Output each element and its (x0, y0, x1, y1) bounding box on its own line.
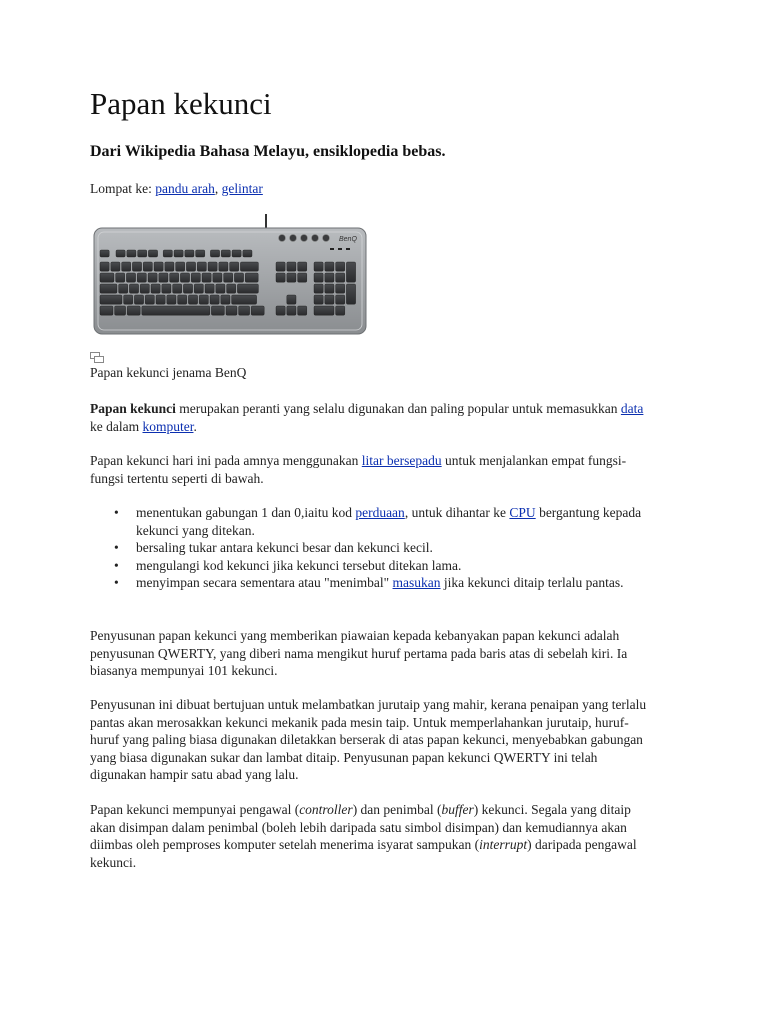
keyboard-key (346, 262, 355, 282)
term-italic: controller (299, 802, 353, 817)
keyboard-key (100, 273, 114, 282)
keyboard-key (205, 284, 214, 293)
keyboard-key (196, 250, 205, 257)
bullet: • (114, 540, 119, 555)
keyboard-key (183, 284, 192, 293)
layout-purpose-paragraph: Penyusunan ini dibuat bertujuan untuk melambatkan jurutaip yang mahir, kerana penaipan yang terlalu pantas akan merosakkan kekunci mekanik pada mesin taip. Untuk memperlahankan jurutaip, huruf-huruf yang paling biasa digunakan diletakkan berserak di atas papan kekunci, menyebabkan gabungan yang biasa digunakan sukar dan lambat ditaip. Penyusunan papan kekunci QWERTY ini telah digunakan hampir satu abad yang lalu. (90, 697, 647, 782)
keyboard-key (325, 284, 334, 293)
keyboard-key (232, 250, 241, 257)
keyboard-key (156, 295, 165, 304)
link-cpu[interactable]: CPU (509, 505, 536, 520)
keyboard-key (314, 273, 323, 282)
keyboard-key (127, 250, 136, 257)
keyboard-key (287, 306, 296, 315)
jump-separator: , (214, 181, 222, 196)
keyboard-key (325, 273, 334, 282)
list-item (90, 539, 660, 557)
keyboard-key (298, 306, 307, 315)
jump-link-search[interactable]: gelintar (221, 181, 263, 196)
keyboard-key (127, 306, 140, 315)
keyboard-key (287, 295, 296, 304)
keyboard-key (199, 295, 208, 304)
text-span: bersaling tukar antara kekunci besar dan kekunci kecil. (136, 540, 433, 555)
keyboard-key (314, 295, 323, 304)
page-title: Papan kekunci (90, 86, 272, 121)
keyboard-key (186, 262, 195, 271)
keyboard-key (276, 262, 285, 271)
keyboard-key (314, 284, 323, 293)
jump-prefix: Lompat ke: (90, 181, 156, 196)
keyboard-key (173, 284, 182, 293)
keyboard-key (126, 273, 135, 282)
keyboard-key (122, 262, 131, 271)
text-span: untuk menjalankan empat fungsi-fungsi tertentu seperti di bawah. (90, 453, 627, 486)
keyboard-key (314, 306, 334, 315)
keyboard-key (178, 295, 187, 304)
keyboard-key (100, 295, 122, 304)
keyboard-illustration (92, 214, 368, 336)
keyboard-key (210, 295, 219, 304)
keyboard-key (234, 273, 243, 282)
keyboard-key (140, 284, 149, 293)
list-item (90, 557, 660, 575)
text-span: , untuk dihantar ke (404, 505, 510, 520)
list-item (90, 504, 660, 539)
link-masukan[interactable]: masukan (392, 575, 441, 590)
term-italic: interrupt (479, 837, 528, 852)
keyboard-key (245, 273, 258, 282)
keyboard-key (111, 262, 120, 271)
keyboard-key (219, 262, 228, 271)
keyboard-key (224, 273, 233, 282)
text-span: mengulangi kod kekunci jika kekunci tersebut ditekan lama. (136, 557, 462, 573)
keyboard-key (346, 284, 355, 304)
keyboard-key (287, 262, 296, 271)
keyboard-key (124, 295, 133, 304)
keyboard-key (165, 262, 174, 271)
keyboard-key (138, 250, 147, 257)
keyboard-key (213, 273, 222, 282)
functions-list (90, 504, 660, 592)
keyboard-key (100, 250, 109, 257)
keyboard-key (116, 250, 125, 257)
keyboard-key (287, 273, 296, 282)
keyboard-key (276, 306, 285, 315)
keyboard-key (325, 262, 334, 271)
keyboard-key (325, 295, 334, 304)
keyboard-key (336, 262, 345, 271)
text-span: ) kekunci. Segala yang ditaip akan disimpan dalam penimbal (boleh lebih daripada satu simbol disimpan) dan kemudiannya akan diimbas oleh pemproses komputer setelah menerima isyarat sampukan ( (90, 802, 631, 852)
text-span: bergantung kepada kekunci yang ditekan. (136, 505, 642, 538)
jump-link-navigation[interactable]: pandu arah (155, 181, 215, 196)
keyboard-key (336, 306, 345, 315)
text-span: menyimpan secara sementara atau "menimbal" (136, 575, 393, 590)
term-bold: Papan kekunci (90, 401, 176, 416)
keyboard-key (180, 273, 189, 282)
keyboard-key (232, 295, 257, 304)
keyboard-key (243, 250, 252, 257)
keyboard-key (239, 306, 250, 315)
bullet: • (114, 575, 119, 590)
keyboard-key (142, 306, 210, 315)
keyboard-key (100, 262, 109, 271)
keyboard-key (251, 306, 264, 315)
keyboard-key (197, 262, 206, 271)
keyboard-key (227, 284, 236, 293)
keyboard-key (137, 273, 146, 282)
keyboard-key (221, 250, 230, 257)
keyboard-key (151, 284, 160, 293)
keyboard-key (336, 284, 345, 293)
keyboard-key (143, 262, 152, 271)
image-caption: Papan kekunci jenama BenQ (90, 365, 247, 380)
keyboard-key (230, 262, 239, 271)
keyboard-key (174, 250, 183, 257)
text-span: ) dan penimbal ( (352, 802, 442, 817)
keyboard-key (100, 284, 117, 293)
term-italic: buffer (441, 802, 474, 817)
keyboard-key (119, 284, 128, 293)
keyboard-key (191, 273, 200, 282)
keyboard-key (240, 262, 258, 271)
keyboard-key (116, 273, 125, 282)
keyboard-key (336, 273, 345, 282)
keyboard-key (100, 306, 113, 315)
intro-paragraph (90, 400, 650, 435)
qwerty-paragraph: Penyusunan papan kekunci yang memberikan piawaian kepada kebanyakan papan kekunci adalah penyusunan QWERTY, yang diberi nama mengikut huruf pertama pada baris atas di sebelah kiri. Ia biasanya mempunyai 101 kekunci. (90, 628, 628, 678)
link-perduaan[interactable]: perduaan (355, 505, 405, 520)
keyboard-key (170, 273, 179, 282)
keyboard-key (162, 284, 171, 293)
keyboard-key (276, 273, 285, 282)
keyboard-key (154, 262, 163, 271)
text-span: Papan kekunci hari ini pada amnya menggunakan (90, 453, 362, 468)
bullet: • (114, 557, 119, 573)
text-span: jika kekunci ditaip terlalu pantas. (440, 575, 624, 590)
functions-paragraph (90, 452, 650, 487)
keyboard-key (129, 284, 138, 293)
controller-paragraph (90, 801, 650, 871)
link-komputer[interactable]: komputer (142, 418, 194, 434)
link-data[interactable]: data (620, 401, 644, 416)
keyboard-key (336, 295, 345, 304)
keyboard-key (185, 250, 194, 257)
text-span: ) daripada pengawal kekunci. (90, 837, 637, 870)
list-item (90, 574, 660, 592)
keyboard-image[interactable] (92, 214, 368, 336)
keyboard-key (159, 273, 168, 282)
bullet: • (114, 505, 119, 520)
keyboard-key (163, 250, 172, 257)
keyboard-key (145, 295, 154, 304)
link-litar-bersepadu[interactable]: litar bersepadu (361, 453, 442, 468)
keyboard-key (167, 295, 176, 304)
keyboard-key (202, 273, 211, 282)
keyboard-key (115, 306, 126, 315)
text-span: merupakan peranti yang selalu digunakan dan paling popular untuk memasukkan (175, 401, 621, 416)
text-span: menentukan gabungan 1 dan 0,iaitu kod (136, 505, 356, 520)
page-subtitle: Dari Wikipedia Bahasa Melayu, ensiklopedia bebas. (90, 143, 446, 160)
keyboard-key (314, 262, 323, 271)
keyboard-key (221, 295, 230, 304)
keyboard-key (132, 262, 141, 271)
text-span: Papan kekunci mempunyai pengawal ( (90, 802, 300, 817)
keyboard-key (148, 273, 157, 282)
keyboard-key (226, 306, 237, 315)
keyboard-brand: BenQ (339, 236, 357, 243)
keyboard-key (208, 262, 217, 271)
magnify-icon[interactable] (90, 352, 104, 363)
keyboard-key (298, 273, 307, 282)
keyboard-key (211, 306, 224, 315)
keyboard-key (298, 262, 307, 271)
text-span: ke dalam (90, 418, 143, 434)
keyboard-key (176, 262, 185, 271)
text-span: . (193, 418, 197, 434)
keyboard-key (148, 250, 157, 257)
keyboard-key (210, 250, 219, 257)
jump-links (90, 181, 263, 197)
keyboard-key (216, 284, 225, 293)
keyboard-key (194, 284, 203, 293)
keyboard-key (237, 284, 258, 293)
keyboard-key (134, 295, 143, 304)
keyboard-key (188, 295, 197, 304)
